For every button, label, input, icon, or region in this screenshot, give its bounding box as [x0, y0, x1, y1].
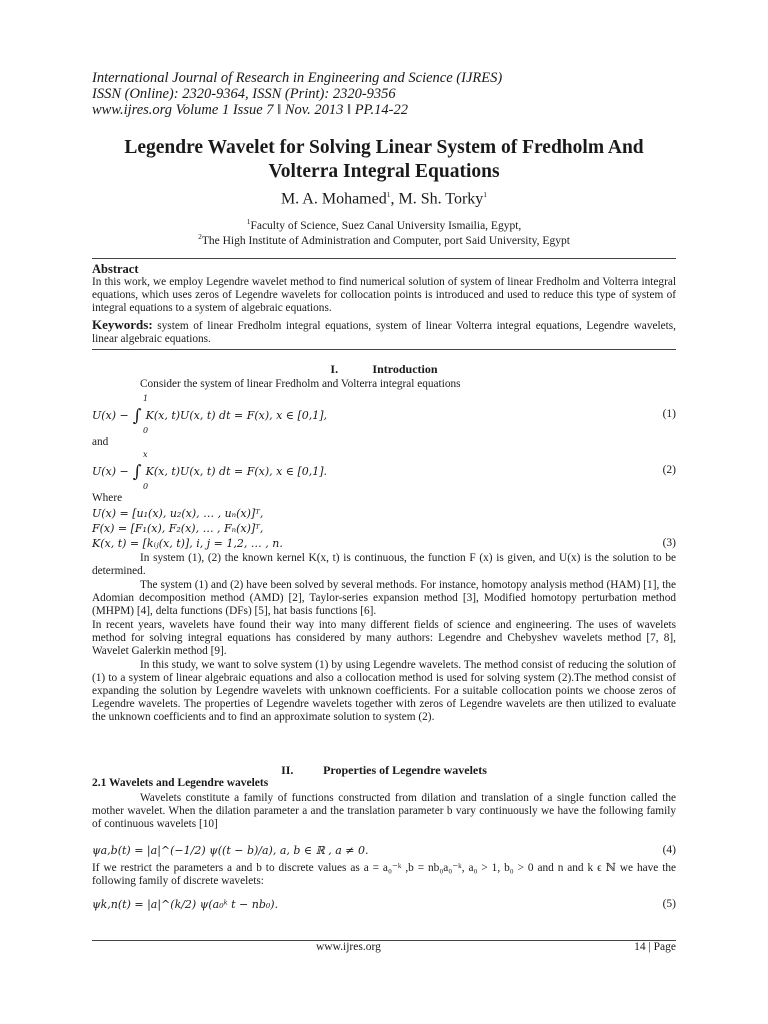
author-sep: , [390, 190, 399, 208]
section-1-number: I. [330, 362, 339, 376]
section-2-title: Properties of Legendre wavelets [323, 763, 487, 777]
volume-line: www.ijres.org Volume 1 Issue 7 ǁ Nov. 2013 ǁ PP.14-22 [92, 102, 408, 118]
integral-sign-1: ∫ [132, 406, 142, 426]
author-1-sup: 1 [386, 190, 391, 199]
affiliation-1-sup: 1 [246, 217, 251, 226]
section-2-paragraph-2: If we restrict the parameters a and b to discrete values as a = a₀⁻ᵏ ,b = nb₀a₀⁻ᵏ, a₀ > 1, b₀ > 0 and n and k ϵ ℕ we have the following family of discrete wavelets: [92, 862, 676, 887]
equation-5 [92, 898, 676, 911]
abstract-heading: Abstract [92, 262, 139, 276]
eq5-text: ψk,n(t) = |a|^(k/2) ψ(a₀ᵏ t − nb₀). [92, 898, 279, 911]
section-1-paragraph-3: In recent years, wavelets have found their way into many different fields of science and engineering. The uses of wavelets method for solving integral equations has considered by many authors: Legendre and Chebyshev wavelets method [7, 8], Wavelet Galerkin method [9]. [92, 619, 676, 657]
issn-line: ISSN (Online): 2320-9364, ISSN (Print): 2320-9356 [92, 86, 396, 102]
eq1-left: U(x) − [92, 409, 129, 422]
eq1-upper-limit: 1 [143, 394, 149, 403]
integral-sign-2: ∫ [132, 462, 142, 482]
abstract-bottom-rule [92, 349, 676, 350]
keywords-label: Keywords: [92, 317, 153, 332]
eq1-number: (1) [662, 408, 676, 420]
keywords-text: system of linear Fredholm integral equations, system of linear Volterra integral equations, Legendre wavelets, linear algebraic equations. [92, 320, 676, 345]
abstract-text: In this work, we employ Legendre wavelet method to find numerical solution of system of linear Fredholm and Volterra integral equations, which uses zeros of Legendre wavelets for collocation points is introduced and used to reduce this type of system of integral equations to a system of algebraic equations. [92, 276, 676, 314]
definition-k-text: K(x, t) = [kᵢⱼ(x, t)], i, j = 1,2, … , n. [92, 537, 283, 550]
eq2-upper-limit: x [143, 450, 148, 459]
section-1-intro: Consider the system of linear Fredholm and Volterra integral equations [140, 378, 461, 390]
section-1-paragraph-2: The system (1) and (2) have been solved by several methods. For instance, homotopy analysis method (HAM) [1], the Adomian decomposition method (AMD) [2], Taylor-series expansion method [3], Modified homotopy perturbation method (MHPM) [4], delta functions (DFs) [5], hat basis functions [6]. [92, 579, 676, 617]
equation-4 [92, 844, 676, 857]
footer-page-number: 14 | Page [634, 941, 676, 953]
author-2: M. Sh. Torky [398, 190, 484, 208]
eq2-number: (2) [662, 464, 676, 476]
keywords [92, 318, 676, 346]
title-line-2: Volterra Integral Equations [268, 161, 500, 182]
footer-rule [92, 940, 676, 941]
journal-name: International Journal of Research in Engineering and Science (IJRES) [92, 70, 503, 86]
affiliation-1-text: Faculty of Science, Suez Canal University Ismailia, Egypt, [250, 219, 522, 232]
abstract-top-rule [92, 258, 676, 259]
section-1-title: Introduction [372, 362, 438, 376]
title-line-1: Legendre Wavelet for Solving Linear System of Fredholm And [124, 137, 644, 158]
equation-2 [92, 450, 676, 491]
author-1: M. A. Mohamed [280, 190, 387, 208]
eq4-number: (4) [662, 844, 676, 856]
equation-1 [92, 394, 676, 435]
section-2-heading [92, 763, 676, 778]
definition-u: U(x) = [u₁(x), u₂(x), … , uₙ(x)]ᵀ, [92, 507, 264, 520]
author-2-sup: 1 [483, 190, 488, 199]
section-2-number: II. [281, 763, 294, 777]
section-2-paragraph-1: Wavelets constitute a family of functions constructed from dilation and translation of a single function called the mother wavelet. When the dilation parameter a and the translation parameter b vary continuously we have the following family of continuous wavelets [10] [92, 792, 676, 830]
definition-f: F(x) = [F₁(x), F₂(x), … , Fₙ(x)]ᵀ, [92, 522, 264, 535]
eq1-right: K(x, t)U(x, t) dt = F(x), x ∈ [0,1], [145, 409, 328, 422]
definition-k [92, 537, 676, 550]
affiliation-2-sup: 2 [198, 232, 202, 241]
affiliation-2-text: The High Institute of Administration and Computer, port Said University, Egypt [201, 234, 570, 247]
eq3-number: (3) [662, 537, 676, 549]
where-text: Where [92, 492, 123, 504]
eq1-lower-limit: 0 [143, 426, 149, 435]
eq4-text: ψa,b(t) = |a|^(−1/2) ψ((t − b)/a), a, b ∈ ℝ , a ≠ 0. [92, 844, 369, 857]
and-text: and [92, 436, 109, 448]
section-1-paragraph-4: In this study, we want to solve system (1) by using Legendre wavelets. The method consist of reducing the solution of (1) to a system of linear algebraic equations and also a collocation method is used for solving system (2).The method consist of expanding the solution by Legendre wavelets with unknown coefficients. For a suitable collocation points we choose zeros of Legendre wavelets. The properties of Legendre wavelets together with zeros of Legendre wavelets are then utilized to evaluate the unknown coefficients and to find an approximate solution to system (2). [92, 659, 676, 723]
paper-title [92, 136, 676, 184]
section-1-heading [92, 362, 676, 377]
subsection-2-1-heading: 2.1 Wavelets and Legendre wavelets [92, 777, 269, 789]
eq5-number: (5) [662, 898, 676, 910]
eq2-left: U(x) − [92, 465, 129, 478]
footer-url[interactable]: www.ijres.org [316, 941, 381, 953]
affiliation-2 [92, 229, 676, 249]
authors [92, 190, 676, 208]
eq2-right: K(x, t)U(x, t) dt = F(x), x ∈ [0,1]. [145, 465, 328, 478]
section-1-paragraph-1: In system (1), (2) the known kernel K(x, t) is continuous, the function F (x) is given, and U(x) is the solution to be determined. [92, 552, 676, 577]
eq2-lower-limit: 0 [143, 482, 149, 491]
